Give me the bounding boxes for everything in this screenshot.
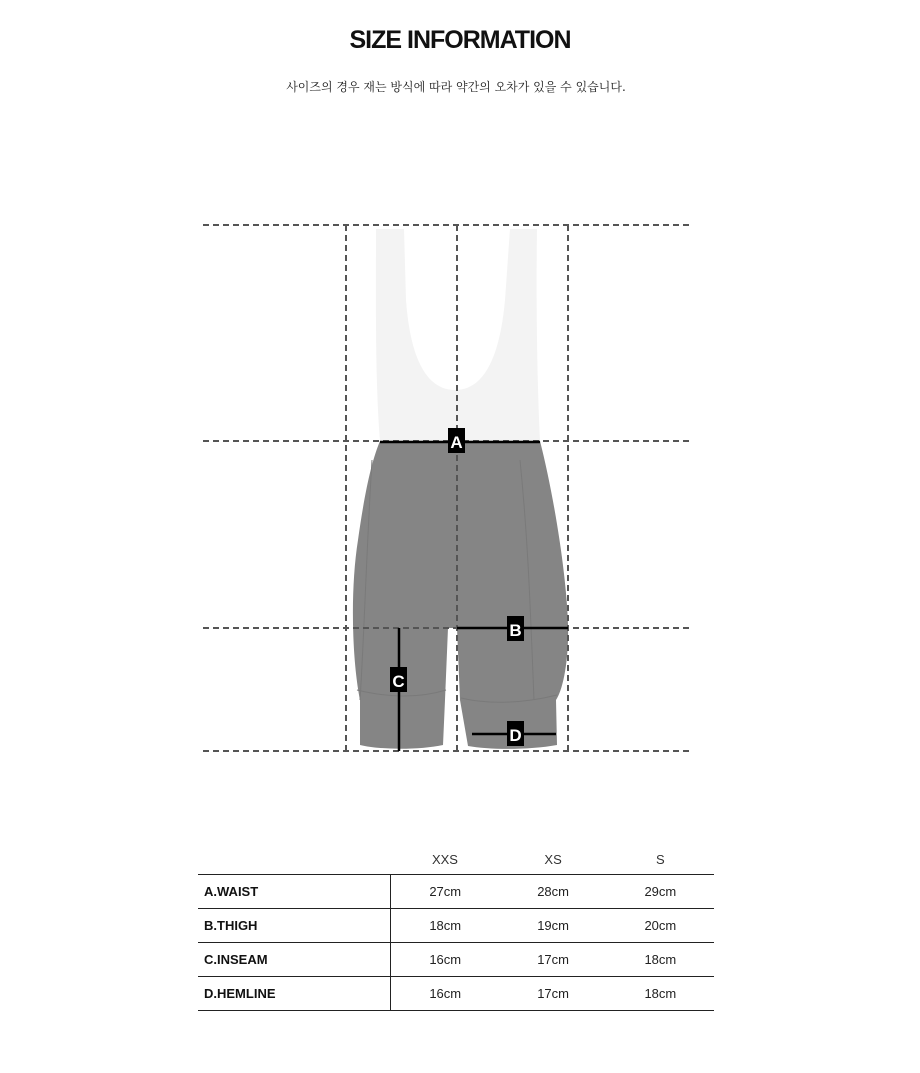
table-cell: 18cm [607,943,714,977]
table-cell: 20cm [607,909,714,943]
size-col-xs: XS [499,845,606,875]
table-cell: 16cm [391,977,500,1011]
svg-text:C: C [392,672,405,691]
marker-c [390,667,407,692]
size-col-xxs: XXS [391,845,500,875]
svg-text:B: B [509,621,522,640]
table-row [198,909,714,943]
table-cell: 16cm [391,943,500,977]
table-cell: 18cm [607,977,714,1011]
row-label: D.HEMLINE [198,977,391,1011]
table-cell: 19cm [499,909,606,943]
header-corner [198,845,391,875]
size-col-s: S [607,845,714,875]
marker-d [507,721,524,746]
table-row [198,943,714,977]
table-cell: 17cm [499,943,606,977]
table-cell: 27cm [391,875,500,909]
marker-a [448,428,465,453]
marker-b [507,616,524,641]
row-label: B.THIGH [198,909,391,943]
row-label: C.INSEAM [198,943,391,977]
table-row [198,875,714,909]
svg-text:A: A [450,433,463,452]
table-cell: 17cm [499,977,606,1011]
row-label: A.WAIST [198,875,391,909]
table-row [198,977,714,1011]
table-cell: 28cm [499,875,606,909]
measurement-notice: 사이즈의 경우 재는 방식에 따라 약간의 오차가 있을 수 있습니다. [286,80,626,94]
shorts-body [353,441,568,749]
page-title: SIZE INFORMATION [349,26,571,54]
table-cell: 18cm [391,909,500,943]
size-header-row [198,845,714,875]
svg-text:D: D [509,726,522,745]
size-table [198,845,714,1011]
table-cell: 29cm [607,875,714,909]
